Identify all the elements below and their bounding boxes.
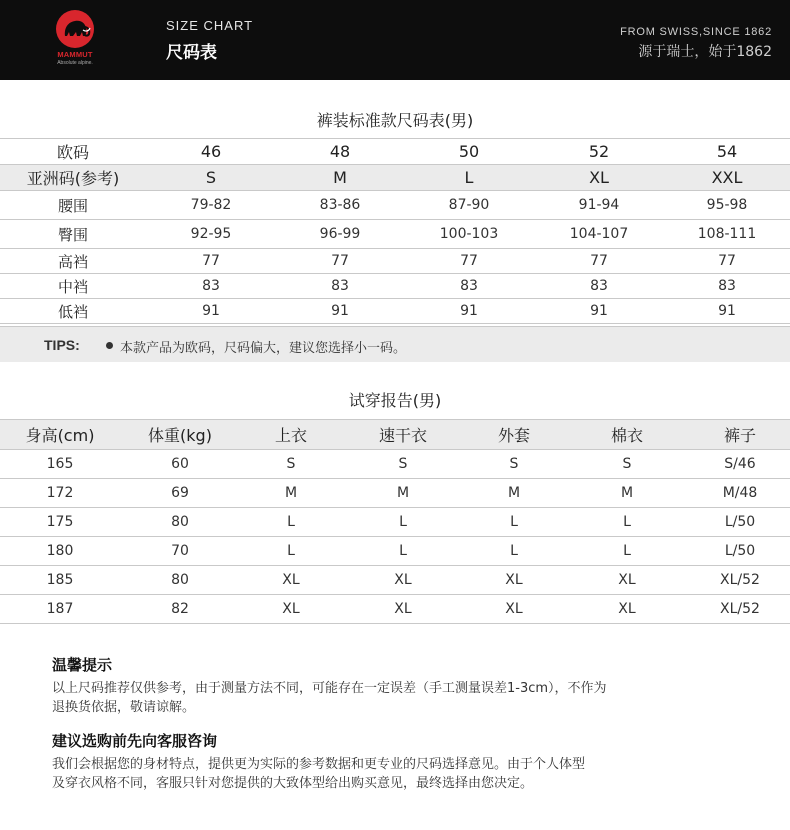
table-cell: L/50 — [690, 537, 790, 566]
tips-label: TIPS: — [44, 337, 80, 353]
table-cell: L — [342, 508, 464, 537]
mammoth-icon — [56, 10, 94, 48]
note-line: 以上尺码推荐仅供参考，由于测量方法不同，可能存在一定误差（手工测量误差1-3cm），不作为 — [52, 681, 607, 696]
table-cell: L/50 — [690, 508, 790, 537]
table-cell: 77 — [146, 249, 276, 274]
row-label: 腰围 — [0, 191, 146, 220]
table-cell: XL — [564, 566, 690, 595]
table-cell: L — [564, 508, 690, 537]
table-cell: XXL — [664, 165, 790, 191]
table-cell: 96-99 — [276, 220, 404, 249]
table-cell: 91 — [404, 299, 534, 324]
table-row — [0, 249, 790, 274]
table-cell: XL — [464, 566, 564, 595]
table-cell: 77 — [404, 249, 534, 274]
table-cell: M — [342, 479, 464, 508]
table-cell: L — [564, 537, 690, 566]
header-banner — [0, 0, 790, 80]
table-cell: 69 — [120, 479, 240, 508]
table-cell: XL/52 — [690, 595, 790, 624]
table-cell: 87-90 — [404, 191, 534, 220]
table-cell: 46 — [146, 139, 276, 165]
table-cell: 180 — [0, 537, 120, 566]
row-label: 欧码 — [0, 139, 146, 165]
note-line: 及穿衣风格不同，客服只针对您提供的大致体型给出购买意见，最终选择由您决定。 — [52, 776, 534, 791]
brand-logo — [44, 10, 106, 68]
page-title: 尺码表 — [166, 43, 217, 63]
table-cell: 187 — [0, 595, 120, 624]
header-slogan-cn: 源于瑞士，始于1862 — [638, 44, 772, 60]
table-cell: 83 — [664, 274, 790, 299]
table-cell: L — [464, 508, 564, 537]
table-cell: 77 — [276, 249, 404, 274]
table-row — [0, 537, 790, 566]
table-row — [0, 566, 790, 595]
table-cell: S — [464, 450, 564, 479]
table-cell: 83 — [146, 274, 276, 299]
table-cell: 79-82 — [146, 191, 276, 220]
table-cell: 77 — [664, 249, 790, 274]
table-row — [0, 274, 790, 299]
column-header: 裤子 — [690, 420, 790, 450]
table-cell: S/46 — [690, 450, 790, 479]
table-row — [0, 595, 790, 624]
row-label: 低裆 — [0, 299, 146, 324]
table-cell: 91 — [146, 299, 276, 324]
table-header-row — [0, 420, 790, 450]
row-label: 高裆 — [0, 249, 146, 274]
table-cell: L — [464, 537, 564, 566]
table-cell: 91 — [276, 299, 404, 324]
table-cell: 60 — [120, 450, 240, 479]
note-line: 退换货依据，敬请谅解。 — [52, 700, 196, 715]
table-cell: L — [240, 537, 342, 566]
table-cell: 83 — [534, 274, 664, 299]
table-cell: XL — [342, 566, 464, 595]
table-row — [0, 139, 790, 165]
table-cell: M — [276, 165, 404, 191]
note-reminder — [52, 654, 607, 717]
table-cell: 172 — [0, 479, 120, 508]
header-slogan-en: FROM SWISS,SINCE 1862 — [620, 26, 772, 38]
table-cell: 50 — [404, 139, 534, 165]
table-cell: XL — [464, 595, 564, 624]
table-cell: 175 — [0, 508, 120, 537]
column-header: 体重(kg) — [120, 420, 240, 450]
table-cell: S — [240, 450, 342, 479]
table-cell: M — [564, 479, 690, 508]
trial-report-table — [0, 419, 790, 624]
table-cell: 100-103 — [404, 220, 534, 249]
table-cell: 185 — [0, 566, 120, 595]
tips-text: 本款产品为欧码，尺码偏大，建议您选择小一码。 — [120, 341, 407, 356]
note-heading: 建议选购前先向客服咨询 — [52, 732, 218, 750]
table-cell: 80 — [120, 566, 240, 595]
brand-tagline: Absolute alpine. — [57, 60, 93, 66]
table-row — [0, 299, 790, 324]
table-cell: S — [564, 450, 690, 479]
column-header: 外套 — [464, 420, 564, 450]
table-cell: XL — [534, 165, 664, 191]
table-row — [0, 220, 790, 249]
row-label: 中裆 — [0, 274, 146, 299]
pants-size-table — [0, 138, 790, 324]
table-cell: 83-86 — [276, 191, 404, 220]
column-header: 速干衣 — [342, 420, 464, 450]
header-subtitle: SIZE CHART — [166, 18, 254, 33]
column-header: 身高(cm) — [0, 420, 120, 450]
table-cell: 70 — [120, 537, 240, 566]
table-cell: 95-98 — [664, 191, 790, 220]
column-header: 棉衣 — [564, 420, 690, 450]
table-row — [0, 508, 790, 537]
table-cell: 83 — [404, 274, 534, 299]
table-cell: M — [464, 479, 564, 508]
table-cell: M — [240, 479, 342, 508]
table-cell: L — [342, 537, 464, 566]
table-cell: XL — [342, 595, 464, 624]
bullet-icon — [106, 342, 113, 349]
row-label: 亚洲码(参考) — [0, 165, 146, 191]
table-row — [0, 165, 790, 191]
table-cell: S — [342, 450, 464, 479]
table-cell: 83 — [276, 274, 404, 299]
table-cell: 91 — [664, 299, 790, 324]
table-cell: 80 — [120, 508, 240, 537]
table-cell: 77 — [534, 249, 664, 274]
table-cell: XL — [240, 595, 342, 624]
note-line: 我们会根据您的身材特点，提供更为实际的参考数据和更专业的尺码选择意见。由于个人体型 — [52, 757, 586, 772]
tips-bar — [0, 326, 790, 362]
table-cell: 91-94 — [534, 191, 664, 220]
table-cell: 108-111 — [664, 220, 790, 249]
table-row — [0, 450, 790, 479]
table-cell: M/48 — [690, 479, 790, 508]
table-row — [0, 191, 790, 220]
table-cell: 82 — [120, 595, 240, 624]
table-cell: 52 — [534, 139, 664, 165]
note-heading: 温馨提示 — [52, 656, 113, 674]
table-cell: 104-107 — [534, 220, 664, 249]
table-cell: 92-95 — [146, 220, 276, 249]
note-consult — [52, 730, 585, 793]
pants-table-title: 裤装标准款尺码表(男) — [316, 111, 474, 130]
table-cell: XL/52 — [690, 566, 790, 595]
table-cell: L — [404, 165, 534, 191]
table-row — [0, 479, 790, 508]
table-cell: L — [240, 508, 342, 537]
table-cell: 54 — [664, 139, 790, 165]
table-cell: XL — [564, 595, 690, 624]
table-cell: 91 — [534, 299, 664, 324]
row-label: 臀围 — [0, 220, 146, 249]
table-cell: 48 — [276, 139, 404, 165]
table-cell: S — [146, 165, 276, 191]
column-header: 上衣 — [240, 420, 342, 450]
table-cell: XL — [240, 566, 342, 595]
trial-table-title: 试穿报告(男) — [348, 391, 442, 410]
brand-name: MAMMUT — [57, 50, 93, 59]
table-cell: 165 — [0, 450, 120, 479]
